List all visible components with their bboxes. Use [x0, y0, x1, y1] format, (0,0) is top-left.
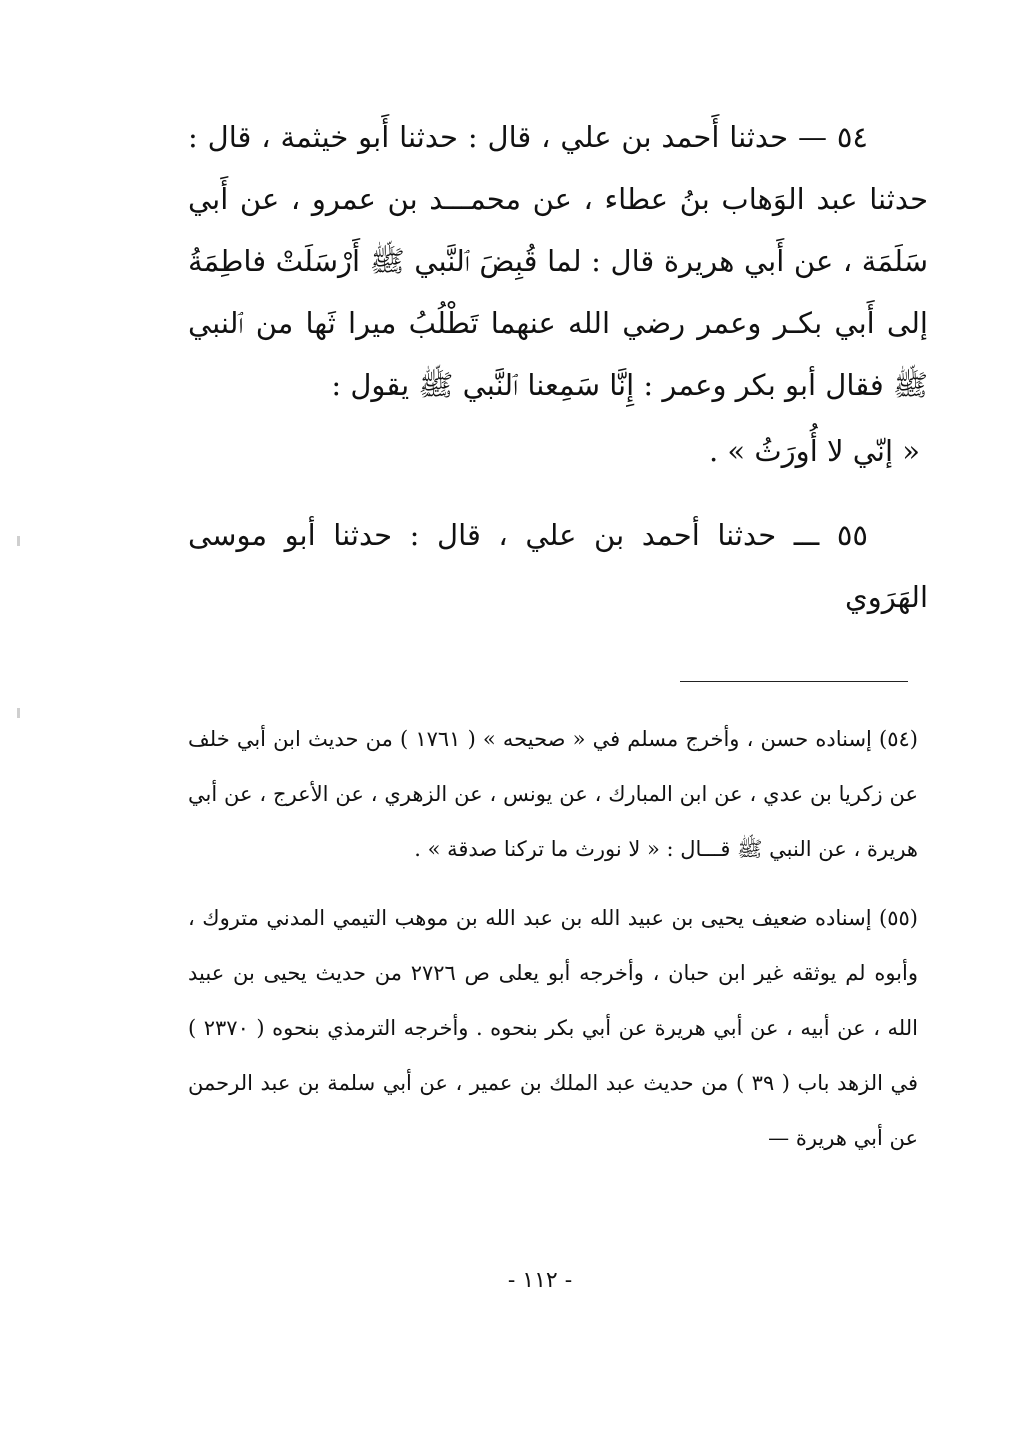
footnote-54: (٥٤) إسناده حسن ، وأخرج مسلم في « صحيحه » ( ١٧٦١ ) من حديث ابن أبي خلف عن زكريا بن عدي ، عن ابن المبارك ، عن يونس ، عن الزهري ، عن الأعرج ، عن أبي هريرة ، عن النبي ﷺ قـــال : « لا نورث ما تركنا صدقة » .	[188, 727, 918, 861]
footnote-separator	[680, 681, 908, 682]
footnote-55: (٥٥) إسناده ضعيف يحيى بن عبيد الله بن عبد الله بن موهب التيمي المدني متروك ، وأبوه لم يوثقه غير ابن حبان ، وأخرجه أبو يعلى ص ٢٧٢٦ من حديث يحيى بن عبيد الله ، عن أبيه ، عن أبي هريرة عن أبي بكر بنحوه . وأخرجه الترمذي بنحوه ( ٢٣٧٠ ) في الزهد باب ( ٣٩ ) من حديث عبد الملك بن عمير ، عن أبي سلمة بن عبد الرحمن عن أبي هريرة —	[188, 906, 918, 1150]
footnotes-section	[188, 712, 918, 1166]
scan-artifact-mark	[17, 536, 20, 546]
page-number: - ١١٢ -	[507, 1268, 573, 1293]
main-text-body	[188, 106, 928, 628]
scan-artifact-mark	[17, 708, 20, 718]
hadith-54-text: ٥٤ — حدثنا أَحمد بن علي ، قال : حدثنا أَبو خيثمة ، قال : حدثنا عبد الوَهاب بنُ عطاء ، عن محمـــد بن عمرو ، عن أَبي سَلَمَة ، عن أَبي هريرة قال : لما قُبِضَ ٱلنَّبي ﷺ أَرْسَلَتْ فاطِمَةُ إلى أَبي بكـر وعمر رضي الله عنهما تَطْلُبُ ميرا ثَها من ٱلنبي ﷺ فقال أبو بكر وعمر : إِنَّا سَمِعنا ٱلنَّبي ﷺ يقول :	[188, 120, 928, 402]
hadith-55-text: ٥٥ ـــ حدثنا أحمد بن علي ، قال : حدثنا أبو موسى الهَرَوي	[188, 518, 928, 614]
hadith-54-quote: « إنّي لا أُورَثُ » .	[708, 434, 920, 468]
